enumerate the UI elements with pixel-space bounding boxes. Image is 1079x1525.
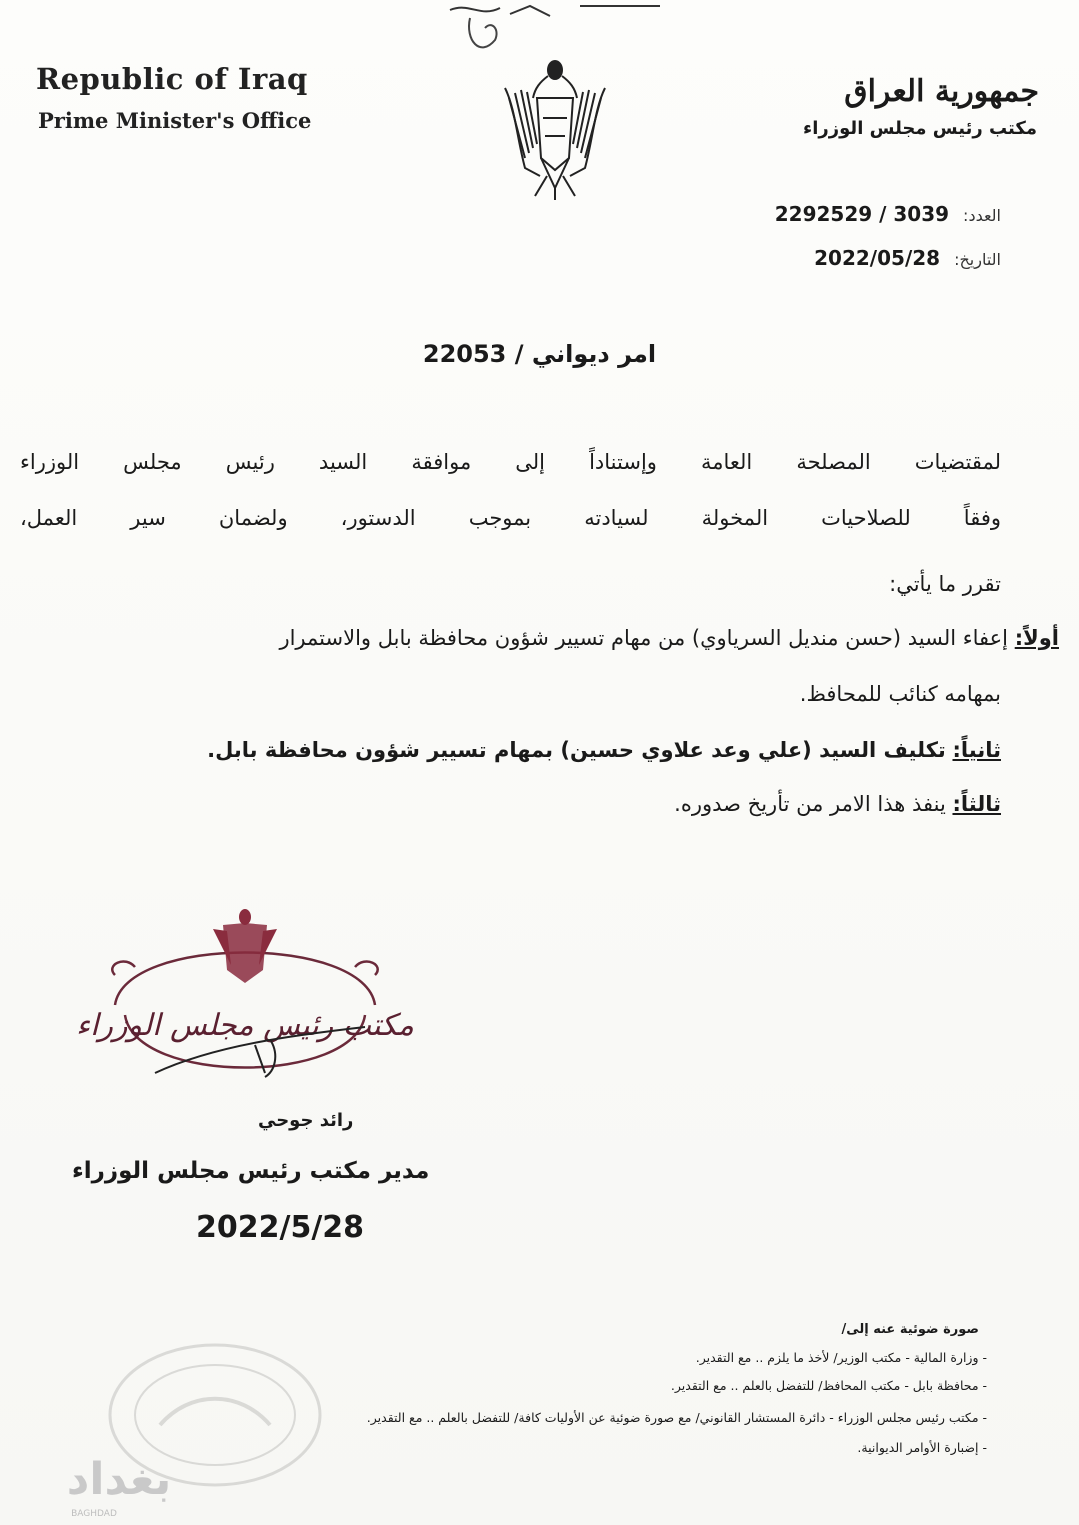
copies-heading: صورة ضوئية عنه إلى/ — [841, 1322, 979, 1337]
header-en-subtitle: Prime Minister's Office — [38, 108, 312, 133]
watermark-sub: BAGHDAD — [71, 1509, 117, 1519]
document-number-value: 2292529 / 3039 — [774, 202, 950, 226]
copy-line-2: - محافظة بابل - مكتب المحافظ/ للتفضل بالعلم .. مع التقدير. — [670, 1378, 987, 1393]
order-title: امر ديواني / 22053 — [422, 340, 657, 368]
order-item-2-label: ثانياً: — [952, 738, 1001, 762]
watermark-text: بغداد — [66, 1454, 172, 1505]
copy-line-3: - مكتب رئيس مجلس الوزراء - دائرة المستشار القانوني/ مع صورة ضوئية عن الأوليات كافة/ للتفضل بالعلم .. مع التقدير. — [366, 1410, 987, 1425]
header-ar-subtitle: مكتب رئيس مجلس الوزراء — [803, 118, 1037, 139]
copy-line-1: - وزارة المالية - مكتب الوزير/ لأخذ ما يلزم .. مع التقدير. — [695, 1350, 987, 1365]
copy-line-4: - إضبارة الأوامر الديوانية. — [857, 1440, 987, 1455]
document-date-row — [814, 246, 1001, 270]
eagle-emblem-icon — [495, 48, 615, 208]
signature-date: 2022/5/28 — [196, 1210, 365, 1245]
body-line-2: وفقاً للصلاحيات المخولة لسيادته بموجب الدستور، ولضمان سير العمل، — [20, 506, 1001, 530]
signatory-title: مدير مكتب رئيس مجلس الوزراء — [72, 1158, 430, 1184]
order-item-1-text: إعفاء السيد (حسن منديل السرياوي) من مهام تسيير شؤون محافظة بابل والاستمرار — [279, 626, 1009, 650]
document-date-value: 2022/05/28 — [814, 246, 941, 270]
body-line-1: لمقتضيات المصلحة العامة وإستناداً إلى موافقة السيد رئيس مجلس الوزراء — [20, 450, 1001, 474]
document-number-row — [775, 202, 1001, 226]
seal-text: مكتب رئيس مجلس الوزراء — [76, 1008, 414, 1043]
order-item-3-text: ينفذ هذا الامر من تأريخ صدوره. — [674, 792, 946, 816]
order-item-3-label: ثالثاً: — [952, 792, 1001, 816]
order-item-2-text: تكليف السيد (علي وعد علاوي حسين) بمهام تسيير شؤون محافظة بابل. — [207, 738, 946, 762]
official-seal-stamp — [76, 895, 414, 1095]
order-item-3 — [20, 792, 1001, 816]
header-ar-title: جمهورية العراق — [844, 74, 1039, 109]
signatory-name: رائد جوحي — [258, 1110, 354, 1131]
document-number-label: العدد: — [963, 206, 1001, 225]
order-item-2 — [20, 738, 1001, 762]
baghdad-watermark-logo — [34, 1452, 204, 1522]
order-item-1-continuation: بمهامه كنائب للمحافظ. — [799, 682, 1001, 706]
order-item-1-label: أولاً: — [1014, 626, 1059, 650]
document-date-label: التاريخ: — [954, 250, 1001, 269]
header-en-title: Republic of Iraq — [36, 62, 308, 96]
order-item-1 — [20, 626, 1059, 650]
body-line-3: تقرر ما يأتي: — [889, 572, 1001, 596]
